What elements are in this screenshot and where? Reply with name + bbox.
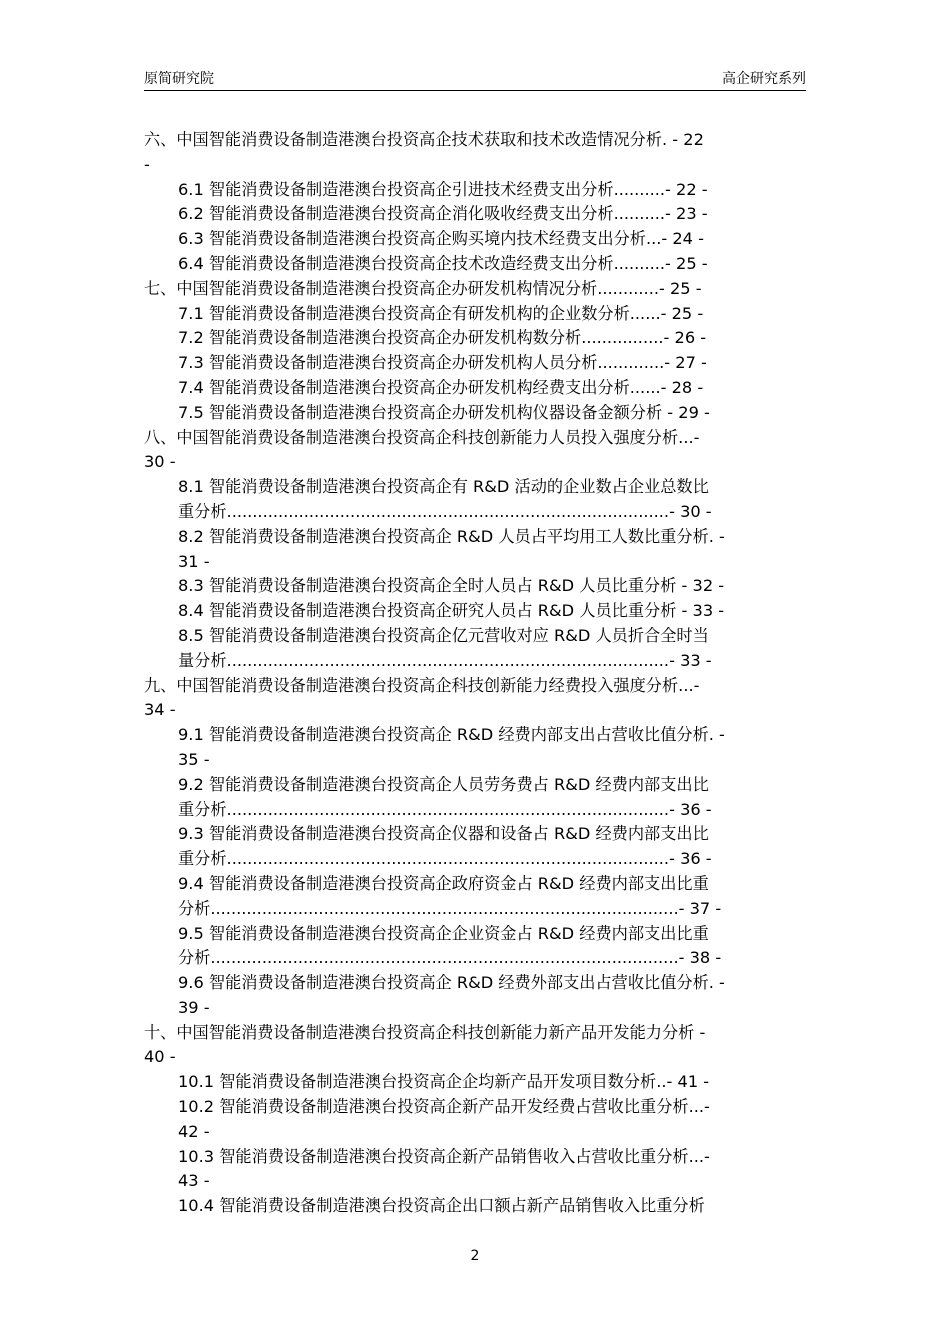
toc-entry[interactable]: [144, 202, 806, 227]
toc-entry-line: 分析...........................................................................................- 38 -: [178, 948, 722, 968]
toc-entry[interactable]: [144, 1194, 806, 1219]
toc-entry[interactable]: [144, 872, 806, 922]
toc-entry[interactable]: [144, 1070, 806, 1095]
toc-entry-line: 九、中国智能消费设备制造港澳台投资高企科技创新能力经费投入强度分析...-: [144, 675, 700, 695]
toc-entry-line: 43 -: [178, 1171, 210, 1191]
toc-entry-line: 重分析......................................................................................- 36 -: [178, 849, 712, 869]
toc-entry-line: 42 -: [178, 1121, 210, 1141]
toc-entry[interactable]: [144, 773, 806, 823]
toc-entry[interactable]: [144, 376, 806, 401]
toc-entry-line: 9.3 智能消费设备制造港澳台投资高企仪器和设备占 R&D 经费内部支出比: [178, 824, 709, 844]
toc-entry-line: 40 -: [144, 1047, 176, 1067]
header-right-text: 高企研究系列: [722, 71, 806, 87]
toc-entry-line: 7.2 智能消费设备制造港澳台投资高企办研发机构数分析................- 26 -: [178, 328, 707, 348]
toc-entry-line: 分析...........................................................................................- 37 -: [178, 898, 722, 918]
toc-entry-line: 9.5 智能消费设备制造港澳台投资高企企业资金占 R&D 经费内部支出比重: [178, 923, 709, 943]
toc-entry[interactable]: [144, 1021, 806, 1071]
toc-entry-line: 9.4 智能消费设备制造港澳台投资高企政府资金占 R&D 经费内部支出比重: [178, 873, 709, 893]
toc-entry-line: 9.2 智能消费设备制造港澳台投资高企人员劳务费占 R&D 经费内部支出比: [178, 774, 709, 794]
toc-entry-line: 重分析......................................................................................- 30 -: [178, 501, 712, 521]
toc-entry-line: 七、中国智能消费设备制造港澳台投资高企办研发机构情况分析............- 25 -: [144, 278, 702, 298]
toc-entry[interactable]: [144, 277, 806, 302]
toc-entry[interactable]: [144, 1095, 806, 1145]
toc-entry-line: 六、中国智能消费设备制造港澳台投资高企技术获取和技术改造情况分析. - 22: [144, 130, 704, 149]
toc-entry[interactable]: [144, 426, 806, 476]
toc-entry[interactable]: [144, 922, 806, 972]
toc-entry[interactable]: [144, 723, 806, 773]
toc-entry-line: 34 -: [144, 700, 176, 720]
toc-entry[interactable]: [144, 525, 806, 575]
toc-entry-line: 10.2 智能消费设备制造港澳台投资高企新产品开发经费占营收比重分析...-: [178, 1097, 710, 1117]
toc-entry-line: 7.4 智能消费设备制造港澳台投资高企办研发机构经费支出分析......- 28 -: [178, 377, 704, 397]
page-number: 2: [470, 1248, 480, 1264]
toc-entry-line: 7.1 智能消费设备制造港澳台投资高企有研发机构的企业数分析......- 25 -: [178, 303, 704, 323]
toc-entry[interactable]: [144, 178, 806, 203]
toc-entry-line: 39 -: [178, 997, 210, 1017]
toc-entry-line: 8.4 智能消费设备制造港澳台投资高企研究人员占 R&D 人员比重分析 - 33 -: [178, 601, 725, 621]
toc-entry[interactable]: [144, 227, 806, 252]
toc-entry-line: 十、中国智能消费设备制造港澳台投资高企科技创新能力新产品开发能力分析 -: [144, 1022, 706, 1042]
toc-entry-line: 8.3 智能消费设备制造港澳台投资高企全时人员占 R&D 人员比重分析 - 32 -: [178, 576, 725, 596]
toc-entry-line: 30 -: [144, 452, 176, 472]
toc-entry[interactable]: [144, 401, 806, 426]
toc-entry-line: 8.5 智能消费设备制造港澳台投资高企亿元营收对应 R&D 人员折合全时当: [178, 625, 709, 645]
toc-entry-line: 6.4 智能消费设备制造港澳台投资高企技术改造经费支出分析..........- 25 -: [178, 253, 708, 273]
toc-entry[interactable]: [144, 624, 806, 674]
toc-entry-line: 6.3 智能消费设备制造港澳台投资高企购买境内技术经费支出分析...- 24 -: [178, 229, 704, 249]
toc-entry[interactable]: [144, 302, 806, 327]
toc-entry-line: 8.2 智能消费设备制造港澳台投资高企 R&D 人员占平均用工人数比重分析. -: [178, 526, 725, 546]
toc-entry-line: 10.1 智能消费设备制造港澳台投资高企企均新产品开发项目数分析..- 41 -: [178, 1072, 710, 1092]
toc-entry-line: 量分析......................................................................................- 33 -: [178, 650, 712, 670]
page-header: [144, 68, 806, 91]
toc-entry-line: 八、中国智能消费设备制造港澳台投资高企科技创新能力人员投入强度分析...-: [144, 427, 700, 447]
toc-entry[interactable]: [144, 674, 806, 724]
toc-entry-line: 10.3 智能消费设备制造港澳台投资高企新产品销售收入占营收比重分析...-: [178, 1146, 710, 1166]
toc-entry[interactable]: [144, 326, 806, 351]
toc-entry[interactable]: [144, 599, 806, 624]
toc-entry-line: -: [144, 154, 150, 174]
toc-entry-line: 9.1 智能消费设备制造港澳台投资高企 R&D 经费内部支出占营收比值分析. -: [178, 725, 725, 745]
toc-entry-line: 10.4 智能消费设备制造港澳台投资高企出口额占新产品销售收入比重分析: [178, 1196, 705, 1216]
toc-entry-line: 7.5 智能消费设备制造港澳台投资高企办研发机构仪器设备金额分析 - 29 -: [178, 402, 710, 422]
header-left-text: 原简研究院: [144, 71, 214, 87]
toc-entry[interactable]: [144, 128, 806, 178]
toc-entry[interactable]: [144, 971, 806, 1021]
toc-entry[interactable]: [144, 252, 806, 277]
toc-entry[interactable]: [144, 351, 806, 376]
toc-entry-line: 重分析......................................................................................- 36 -: [178, 799, 712, 819]
toc-entry-line: 31 -: [178, 551, 210, 571]
toc-entry[interactable]: [144, 574, 806, 599]
toc-entry-line: 7.3 智能消费设备制造港澳台投资高企办研发机构人员分析.............- 27 -: [178, 353, 707, 373]
toc-entry-line: 6.2 智能消费设备制造港澳台投资高企消化吸收经费支出分析..........- 23 -: [178, 204, 708, 224]
toc-entry-line: 9.6 智能消费设备制造港澳台投资高企 R&D 经费外部支出占营收比值分析. -: [178, 973, 725, 993]
toc-entry-line: 6.1 智能消费设备制造港澳台投资高企引进技术经费支出分析..........- 22 -: [178, 179, 708, 199]
toc-entry[interactable]: [144, 475, 806, 525]
toc-entry-line: 35 -: [178, 749, 210, 769]
toc-entry[interactable]: [144, 822, 806, 872]
toc-entry-line: 8.1 智能消费设备制造港澳台投资高企有 R&D 活动的企业数占企业总数比: [178, 477, 709, 497]
table-of-contents: [144, 128, 806, 1219]
toc-entry[interactable]: [144, 1145, 806, 1195]
